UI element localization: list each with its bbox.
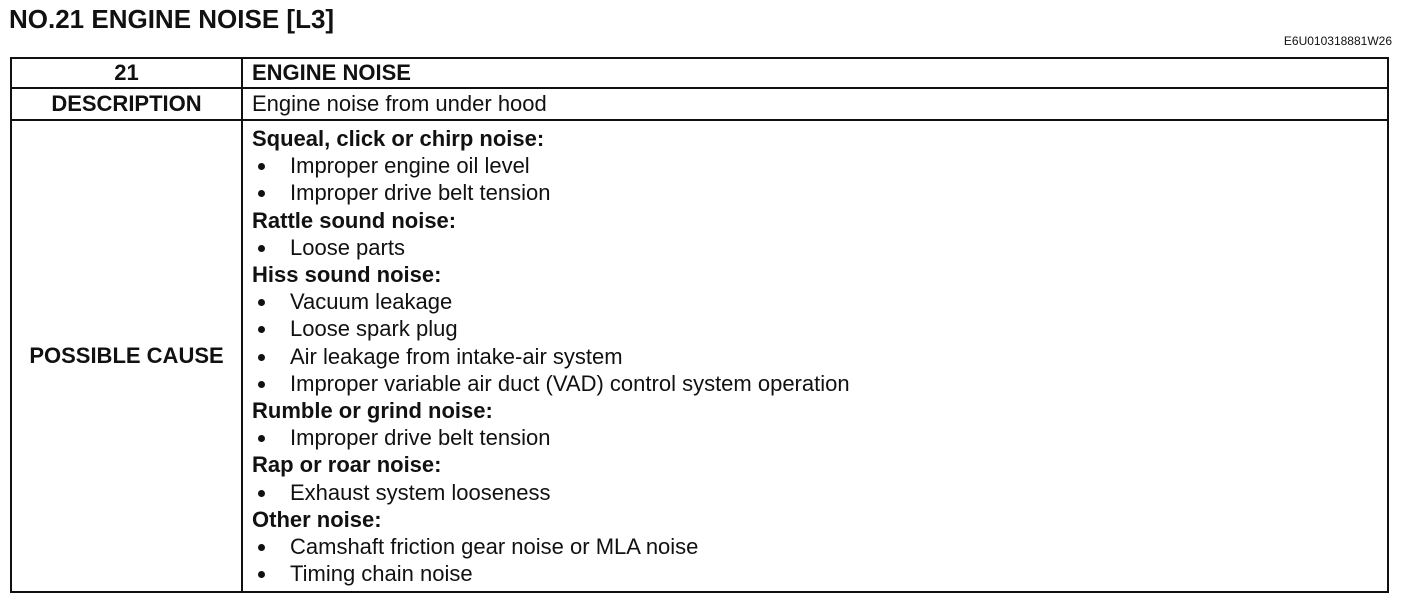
cause-item-text: Vacuum leakage [290, 289, 453, 315]
bullet-icon [258, 571, 265, 578]
cause-group-heading: Rumble or grind noise: [252, 398, 493, 424]
cause-group-heading: Hiss sound noise: [252, 262, 442, 288]
cause-list-item [252, 234, 1387, 261]
bullet-icon [258, 245, 265, 252]
cause-item-text: Improper drive belt tension [290, 180, 551, 206]
cause-list-item [252, 315, 1387, 342]
cause-list-item [252, 179, 1387, 206]
description-text-cell: Engine noise from under hood [242, 88, 1388, 120]
cause-list-item [252, 152, 1387, 179]
cause-item-text: Loose spark plug [290, 316, 458, 342]
cause-list-item [252, 343, 1387, 370]
cause-item-text: Timing chain noise [290, 561, 473, 587]
cause-list-item [252, 479, 1387, 506]
bullet-icon [258, 190, 265, 197]
bullet-icon [258, 299, 265, 306]
cause-item-text: Improper drive belt tension [290, 425, 551, 451]
bullet-icon [258, 544, 265, 551]
description-label-cell: DESCRIPTION [11, 88, 242, 120]
table-row-description [11, 88, 1388, 120]
bullet-icon [258, 490, 265, 497]
cause-group-heading: Rap or roar noise: [252, 452, 442, 478]
possible-cause-list-cell [242, 120, 1388, 592]
symptom-number-cell: 21 [11, 58, 242, 88]
cause-list-item [252, 424, 1387, 451]
cause-group-heading: Other noise: [252, 506, 382, 532]
troubleshooting-table [10, 57, 1389, 593]
cause-list-item [252, 560, 1387, 587]
cause-item-text: Improper variable air duct (VAD) control system operation [290, 370, 850, 396]
cause-item-text: Exhaust system looseness [290, 479, 551, 505]
cause-group-heading: Rattle sound noise: [252, 207, 457, 233]
bullet-icon [258, 326, 265, 333]
bullet-icon [258, 163, 265, 170]
bullet-icon [258, 435, 265, 442]
bullet-icon [258, 381, 265, 388]
cause-item-text: Camshaft friction gear noise or MLA noise [290, 534, 699, 560]
bullet-icon [258, 354, 265, 361]
cause-item-text: Air leakage from intake-air system [290, 343, 623, 369]
table-row-possible-cause [11, 120, 1388, 592]
cause-item-text: Improper engine oil level [290, 153, 530, 179]
cause-item-text: Loose parts [290, 234, 405, 260]
cause-list-item [252, 533, 1387, 560]
cause-group-heading: Squeal, click or chirp noise: [252, 126, 545, 151]
document-code: E6U010318881W26 [1283, 34, 1392, 48]
cause-list-item [252, 370, 1387, 397]
cause-list-item [252, 288, 1387, 315]
page-title: NO.21 ENGINE NOISE [L3] [9, 4, 335, 34]
symptom-heading-cell: ENGINE NOISE [242, 58, 1388, 88]
possible-cause-label-cell: POSSIBLE CAUSE [11, 120, 242, 592]
cause-list [252, 121, 1387, 591]
table-row-symptom [11, 58, 1388, 88]
